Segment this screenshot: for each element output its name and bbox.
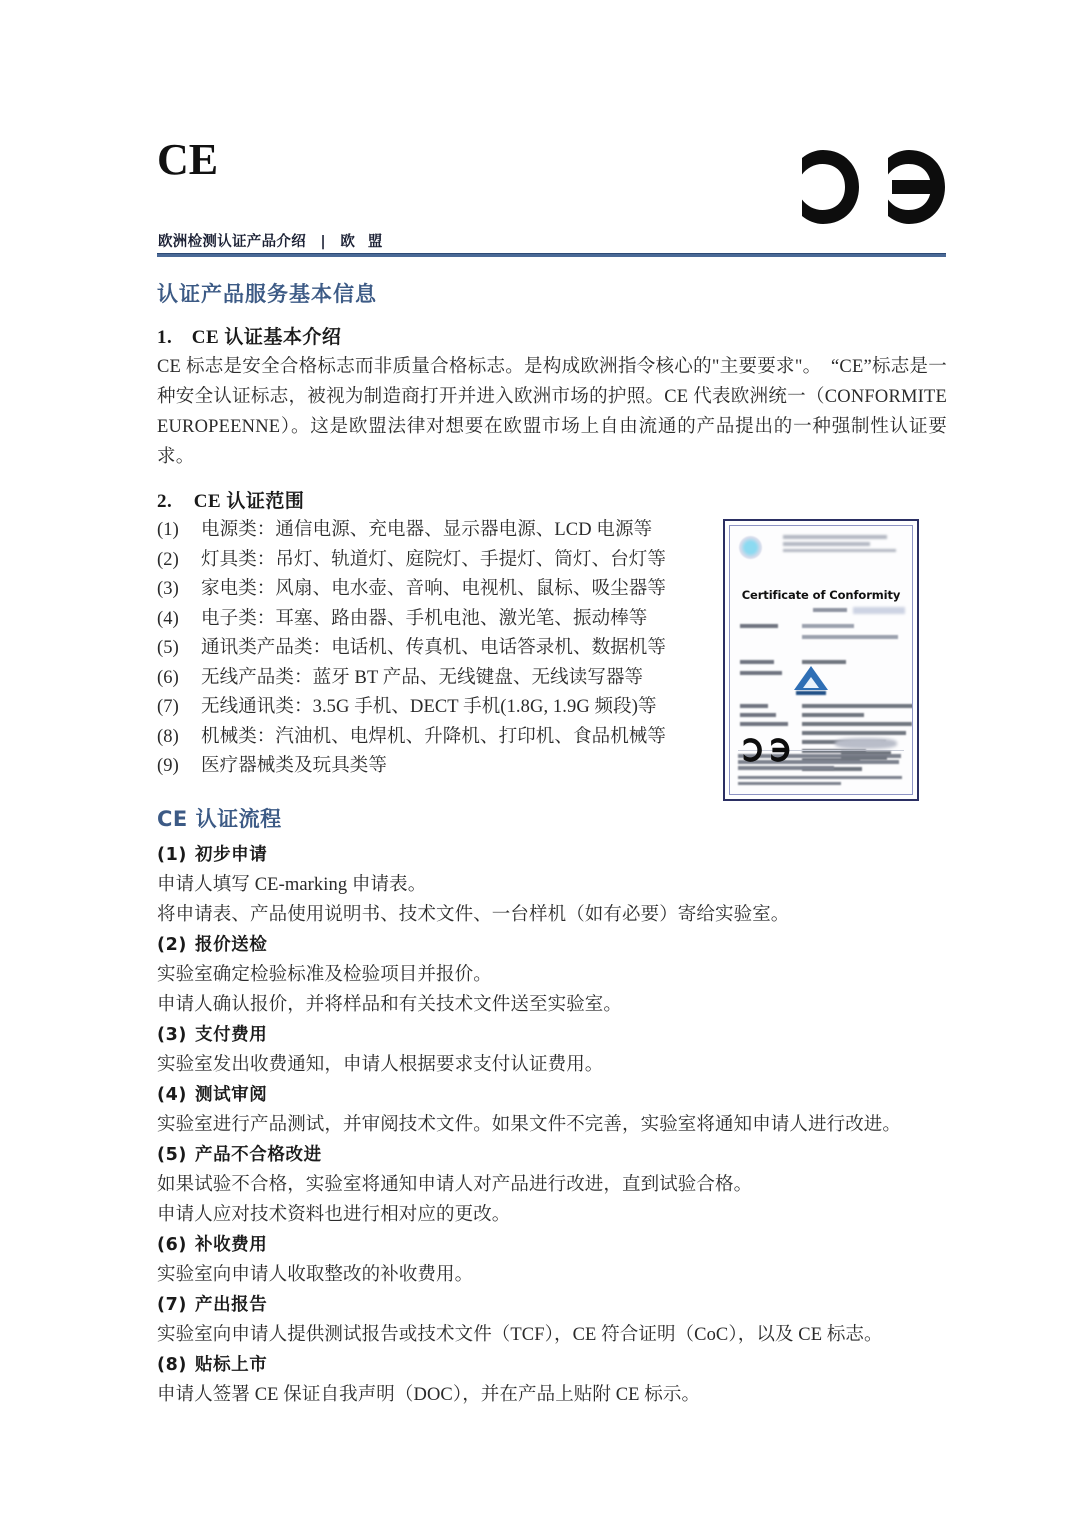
scope-item-text: 无线产品类：蓝牙 BT 产品、无线键盘、无线读写器等 [201, 667, 644, 688]
process-step-label: 补收费用 [194, 1235, 268, 1255]
process-step-title [157, 840, 957, 870]
process-step-label: 产品不合格改进 [194, 1145, 322, 1165]
ce-conformity-logo-icon [797, 144, 947, 230]
certificate-signature-block-blurred [831, 738, 903, 762]
scope-item-text: 通讯类产品类：电话机、传真机、电话答录机、数据机等 [201, 638, 667, 658]
process-step-index: (1) [157, 845, 187, 865]
process-step-label: 产出报告 [194, 1295, 268, 1315]
certificate-ce-mark-icon [742, 736, 790, 764]
process-step-index: (3) [157, 1025, 187, 1045]
subsection-2-title: CE 认证范围 [193, 491, 305, 512]
scope-item-index: (9) [157, 756, 179, 776]
scope-item-index: (6) [157, 667, 179, 688]
process-step-description: 实验室发出收费通知，申请人根据要求支付认证费用。 [157, 1055, 604, 1075]
certificate-letterhead [739, 533, 904, 563]
process-step-index: (2) [157, 935, 187, 955]
certificate-product-brand-logo-icon [794, 666, 828, 696]
scope-item-index: (1) [157, 520, 179, 540]
process-step-description: 实验室确定检验标准及检验项目并报价。 [157, 965, 492, 985]
ce-process-step-list [157, 840, 957, 1410]
scope-list-item [157, 516, 702, 546]
process-step-title [157, 930, 957, 960]
process-step-description: 将申请表、产品使用说明书、技术文件、一台样机（如有必要）寄给实验室。 [157, 905, 790, 925]
process-step-index: (8) [157, 1355, 187, 1375]
header-divider [157, 253, 946, 257]
process-step-label: 支付费用 [194, 1025, 268, 1045]
certificate-number-blurred [813, 607, 905, 614]
subsection-1-number: 1. [157, 327, 173, 348]
process-step-description: 实验室向申请人提供测试报告或技术文件（TCF），CE 符合证明（CoC），以及 CE 标志。 [157, 1325, 883, 1345]
certificate-disclaimer-blurred [738, 776, 904, 787]
scope-list-item [157, 575, 702, 605]
scope-item-index: (2) [157, 549, 179, 570]
scope-item-text: 电源类：通信电源、充电器、显示器电源、LCD 电源等 [201, 520, 653, 540]
process-step-title [157, 1080, 957, 1110]
ce-scope-list [157, 516, 702, 782]
paragraph-ce-introduction: CE 标志是安全合格标志而非质量合格标志。是构成欧洲指令核心的"主要要求"。 “CE”标志是一种安全认证标志，被视为制造商打开并进入欧洲市场的护照。CE 代表欧洲统一（CONFORMITE EUROPEENNE）。这是欧盟法律对想要在欧盟市场上自由流通的产品提出的一种强制性认证要求。 [157, 357, 947, 467]
process-step-label: 测试审阅 [194, 1085, 268, 1105]
process-step-index: (5) [157, 1145, 187, 1165]
process-step-title [157, 1140, 957, 1170]
section-heading-process: CE 认证流程 [157, 807, 282, 831]
scope-list-item [157, 634, 702, 664]
process-step-title [157, 1020, 957, 1050]
scope-list-item [157, 546, 702, 576]
scope-list-item [157, 752, 702, 782]
scope-item-text: 医疗器械类及玩具类等 [201, 756, 388, 776]
document-masthead [157, 135, 947, 258]
subsection-heading-1 [157, 322, 341, 349]
scope-item-text: 家电类：风扇、电水壶、音响、电视机、鼠标、吸尘器等 [201, 579, 667, 599]
certificate-lab-logo-icon [739, 536, 762, 559]
subsection-2-number: 2. [157, 491, 173, 512]
scope-item-text: 无线通讯类：3.5G 手机、DECT 手机(1.8G, 1.9G 频段)等 [201, 697, 657, 717]
process-step-description: 申请人确认报价，并将样品和有关技术文件送至实验室。 [157, 995, 623, 1015]
scope-list-item [157, 605, 702, 635]
breadcrumb-separator: | [320, 234, 326, 250]
process-step-label: 报价送检 [194, 935, 268, 955]
breadcrumb-primary: 欧洲检测认证产品介绍 [158, 234, 306, 250]
scope-list-item [157, 723, 702, 753]
process-step-description: 申请人签署 CE 保证自我声明（DOC），并在产品上贴附 CE 标示。 [157, 1385, 701, 1405]
process-step-index: (4) [157, 1085, 187, 1105]
scope-item-text: 机械类：汽油机、电焊机、升降机、打印机、食品机械等 [201, 726, 667, 747]
process-step-description: 实验室进行产品测试，并审阅技术文件。如果文件不完善，实验室将通知申请人进行改进。 [157, 1115, 902, 1135]
certificate-of-conformity-image [723, 519, 919, 801]
process-step-description: 申请人填写 CE-marking 申请表。 [157, 875, 427, 895]
breadcrumb [158, 230, 386, 251]
process-step-description: 实验室向申请人收取整改的补收费用。 [157, 1265, 474, 1285]
process-step-index: (6) [157, 1235, 187, 1255]
certificate-inner-frame [729, 525, 913, 795]
subsection-heading-2 [157, 486, 304, 513]
section-heading-basic-info: 认证产品服务基本信息 [157, 282, 377, 306]
process-step-title [157, 1290, 957, 1320]
scope-item-index: (8) [157, 726, 179, 747]
scope-item-index: (7) [157, 697, 179, 717]
certificate-lab-name-blurred [783, 535, 904, 555]
process-step-title [157, 1350, 957, 1380]
scope-item-index: (5) [157, 638, 179, 658]
scope-item-index: (3) [157, 579, 179, 599]
process-step-description: 如果试验不合格，实验室将通知申请人对产品进行改进，直到试验合格。 [157, 1175, 753, 1195]
subsection-1-title: CE 认证基本介绍 [191, 327, 342, 348]
scope-item-index: (4) [157, 608, 179, 629]
process-step-description: 申请人应对技术资料也进行相对应的更改。 [157, 1205, 511, 1225]
certificate-title: Certificate of Conformity [741, 588, 901, 602]
scope-list-item [157, 693, 702, 723]
process-step-index: (7) [157, 1295, 187, 1315]
scope-item-text: 灯具类：吊灯、轨道灯、庭院灯、手提灯、筒灯、台灯等 [201, 549, 667, 570]
process-step-title [157, 1230, 957, 1260]
ce-wordmark: CE [157, 135, 219, 184]
scope-list-item [157, 664, 702, 694]
process-step-label: 贴标上市 [194, 1355, 268, 1375]
scope-item-text: 电子类：耳塞、路由器、手机电池、激光笔、振动棒等 [201, 608, 648, 629]
process-step-label: 初步申请 [194, 845, 268, 865]
breadcrumb-region: 欧 盟 [340, 234, 387, 250]
